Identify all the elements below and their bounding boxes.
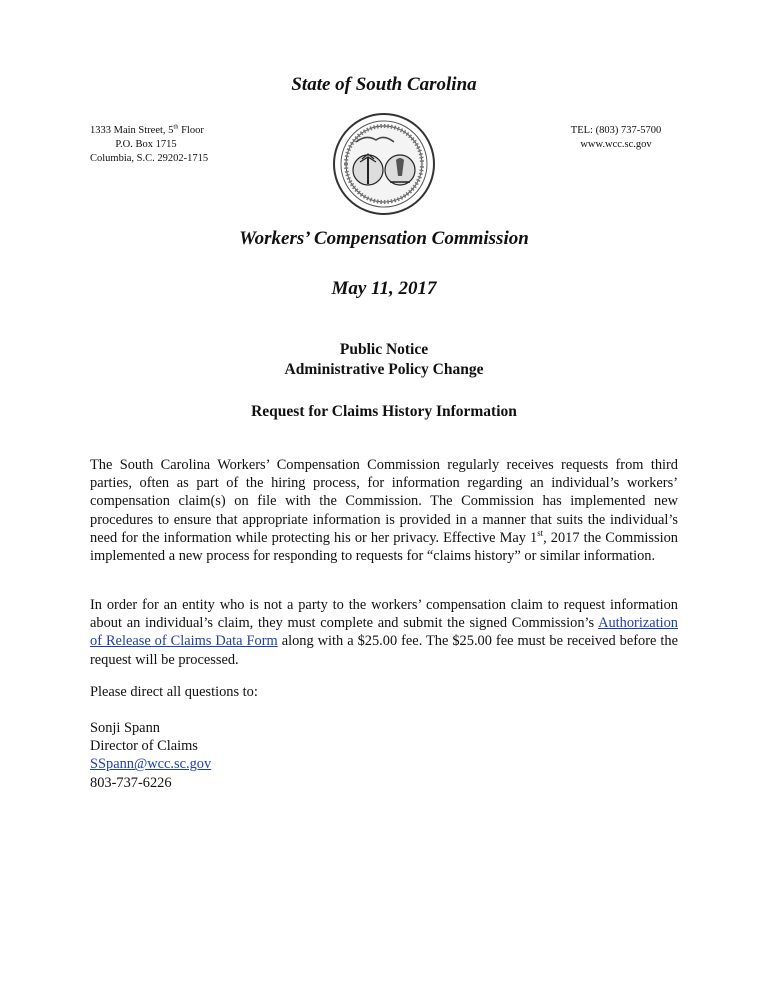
contact-signature bbox=[90, 719, 678, 792]
notice-heading bbox=[0, 340, 768, 380]
contact-title: Director of Claims bbox=[90, 738, 198, 755]
address-city: Columbia, S.C. 29202-1715 bbox=[90, 153, 209, 164]
contact-email-link[interactable]: SSpann@wcc.sc.gov bbox=[90, 756, 212, 773]
phone-number: TEL: (803) 737-5700 bbox=[570, 125, 662, 136]
address-street: 1333 Main Street, 5th Floor bbox=[90, 123, 204, 136]
release-form-link[interactable]: Authorization of Release of Claims Data Form bbox=[90, 615, 678, 650]
website: www.wcc.sc.gov bbox=[580, 139, 652, 150]
notice-line-2: Administrative Policy Change bbox=[284, 361, 484, 378]
state-title: State of South Carolina bbox=[291, 74, 477, 95]
contact-phone: 803-737-6226 bbox=[90, 774, 172, 791]
notice-subject: Request for Claims History Information bbox=[251, 403, 517, 420]
notice-date: May 11, 2017 bbox=[331, 278, 437, 299]
paragraph-2: In order for an entity who is not a party to the workers’ compensation claim to request information about an individual’s claim, they must complete and submit the signed Commission’s Authorization of Release of Claims Data Form along with a $25.00 fee. The $25.00 fee must be received before the request will be processed. bbox=[90, 597, 678, 668]
contact-name: Sonji Spann bbox=[90, 720, 160, 736]
state-seal-icon bbox=[332, 112, 436, 216]
commission-title: Workers’ Compensation Commission bbox=[239, 228, 529, 249]
paragraph-1: The South Carolina Workers’ Compensation Commission regularly receives requests from third parties, often as part of the hiring process, for information regarding an individual’s workers’ compensation claim(s) on file with the Commission. The Commission has implemented new procedures to ensure that appropriate information is provided in a manner that suits the individual’s need for the information while protecting his or her privacy. Effective May 1st, 2017 the Commission implemented a new process for responding to requests for “claims history” or similar information. bbox=[90, 457, 678, 565]
contact-block bbox=[560, 124, 672, 152]
paragraph-3: Please direct all questions to: bbox=[90, 684, 258, 700]
mailing-address bbox=[90, 124, 208, 166]
notice-line-1: Public Notice bbox=[339, 341, 429, 358]
address-po-box: P.O. Box 1715 bbox=[115, 139, 177, 150]
